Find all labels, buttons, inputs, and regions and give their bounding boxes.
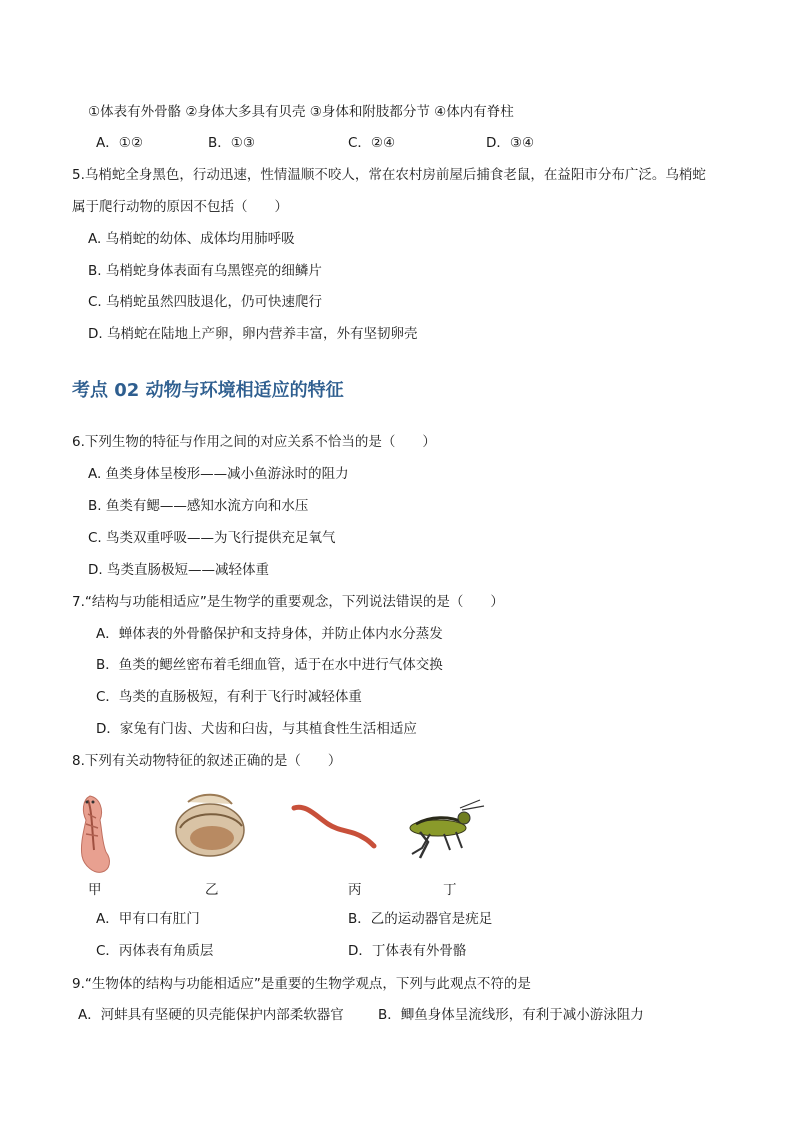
figure-label-jia: 甲 (88, 882, 102, 898)
earthworm-image (288, 800, 378, 850)
q4-option-b: B．①③ (208, 135, 255, 151)
q5-option-d: D. 乌梢蛇在陆地上产卵，卵内营养丰富，外有坚韧卵壳 (88, 326, 418, 342)
q7-option-d: D．家兔有门齿、犬齿和臼齿，与其植食性生活相适应 (96, 721, 417, 737)
figure-label-ding: 丁 (443, 882, 457, 898)
q5-option-b: B. 乌梢蛇身体表面有乌黑铿亮的细鳞片 (88, 263, 322, 279)
q7-option-b: B．鱼类的鳃丝密布着毛细血管，适于在水中进行气体交换 (96, 657, 443, 673)
grasshopper-image (400, 798, 486, 864)
q4-statements: ①体表有外骨骼 ②身体大多具有贝壳 ③身体和附肢都分节 ④体内有脊柱 (88, 104, 514, 120)
q8-option-a: A．甲有口有肛门 (96, 911, 200, 927)
figure-label-bing: 丙 (348, 882, 362, 898)
flatworm-image (72, 790, 120, 878)
q7-option-a: A．蝉体表的外骨骼保护和支持身体，并防止体内水分蒸发 (96, 626, 443, 642)
q5-option-a: A. 乌梢蛇的幼体、成体均用肺呼吸 (88, 231, 295, 247)
q8-stem: 8.下列有关动物特征的叙述正确的是（ ） (72, 753, 342, 769)
q5-stem-line1: 5.乌梢蛇全身黑色，行动迅速，性情温顺不咬人，常在农村房前屋后捕食老鼠，在益阳市分布广泛。乌梢蛇 (72, 167, 706, 183)
q4-option-c: C．②④ (348, 135, 396, 151)
q6-option-d: D. 鸟类直肠极短——减轻体重 (88, 562, 269, 578)
q9-stem: 9.“生物体的结构与功能相适应”是重要的生物学观点，下列与此观点不符的是 (72, 976, 531, 992)
q7-stem: 7.“结构与功能相适应”是生物学的重要观念，下列说法错误的是（ ） (72, 594, 504, 610)
q6-option-c: C. 鸟类双重呼吸——为飞行提供充足氧气 (88, 530, 336, 546)
q9-option-b: B．鲫鱼身体呈流线形，有利于减小游泳阻力 (378, 1007, 644, 1023)
q6-option-b: B. 鱼类有鳃——感知水流方向和水压 (88, 498, 309, 514)
q6-option-a: A. 鱼类身体呈梭形——减小鱼游泳时的阻力 (88, 466, 349, 482)
q9-option-a: A．河蚌具有坚硬的贝壳能保护内部柔软器官 (78, 1007, 344, 1023)
q5-option-c: C. 乌梢蛇虽然四肢退化，仍可快速爬行 (88, 294, 323, 310)
q8-option-d: D．丁体表有外骨骼 (348, 943, 467, 959)
clam-image (170, 790, 250, 862)
q4-option-a: A．①② (96, 135, 143, 151)
section-heading: 考点 02 动物与环境相适应的特征 (72, 380, 344, 401)
figure-label-yi: 乙 (205, 882, 219, 898)
q5-stem-line2: 属于爬行动物的原因不包括（ ） (72, 199, 288, 215)
q8-option-c: C．丙体表有角质层 (96, 943, 214, 959)
q4-option-d: D．③④ (486, 135, 535, 151)
q7-option-c: C．鸟类的直肠极短，有利于飞行时减轻体重 (96, 689, 362, 705)
q8-option-b: B．乙的运动器官是疣足 (348, 911, 493, 927)
q6-stem: 6.下列生物的特征与作用之间的对应关系不恰当的是（ ） (72, 434, 436, 450)
